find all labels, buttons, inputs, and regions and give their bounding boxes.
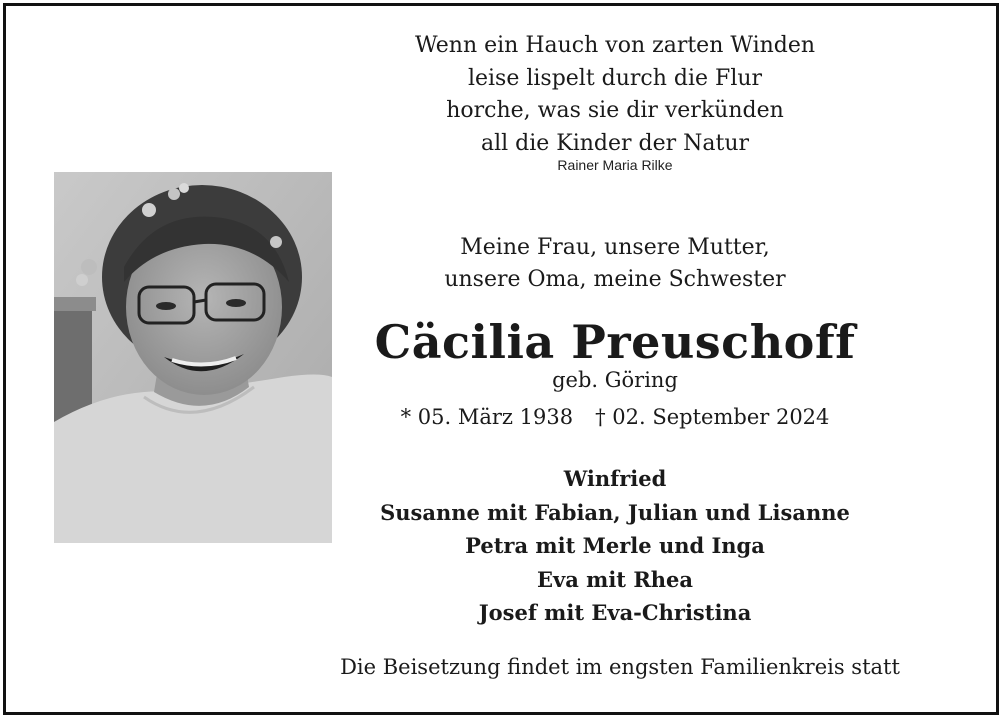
born-name: geb. Göring [552,368,678,392]
family-member: Winfried [563,466,667,491]
funeral-note: Die Beisetzung findet im engsten Familienkreis statt [340,655,900,679]
death-date: † 02. September 2024 [595,405,830,429]
life-dates [290,405,940,429]
poem-author: Rainer Maria Rilke [557,157,673,173]
poem-line: Wenn ein Hauch von zarten Winden [414,33,816,58]
family-member: Petra mit Merle und Inga [465,533,765,558]
poem-line: all die Kinder der Natur [480,130,750,156]
intro-text [290,232,940,296]
family-member: Josef mit Eva-Christina [478,600,752,625]
intro-line: Meine Frau, unsere Mutter, [460,235,770,260]
family-list [290,462,940,630]
birth-date: * 05. März 1938 [400,405,574,429]
intro-line: unsere Oma, meine Schwester [444,267,786,292]
family-member: Eva mit Rhea [536,566,694,592]
family-member: Susanne mit Fabian, Julian und Lisanne [380,499,850,525]
poem-line: leise lispelt durch die Flur [467,65,763,91]
poem-line: horche, was sie dir verkünden [446,98,784,123]
deceased-name: Cäcilia Preuschoff [374,315,856,369]
poem [290,30,940,160]
